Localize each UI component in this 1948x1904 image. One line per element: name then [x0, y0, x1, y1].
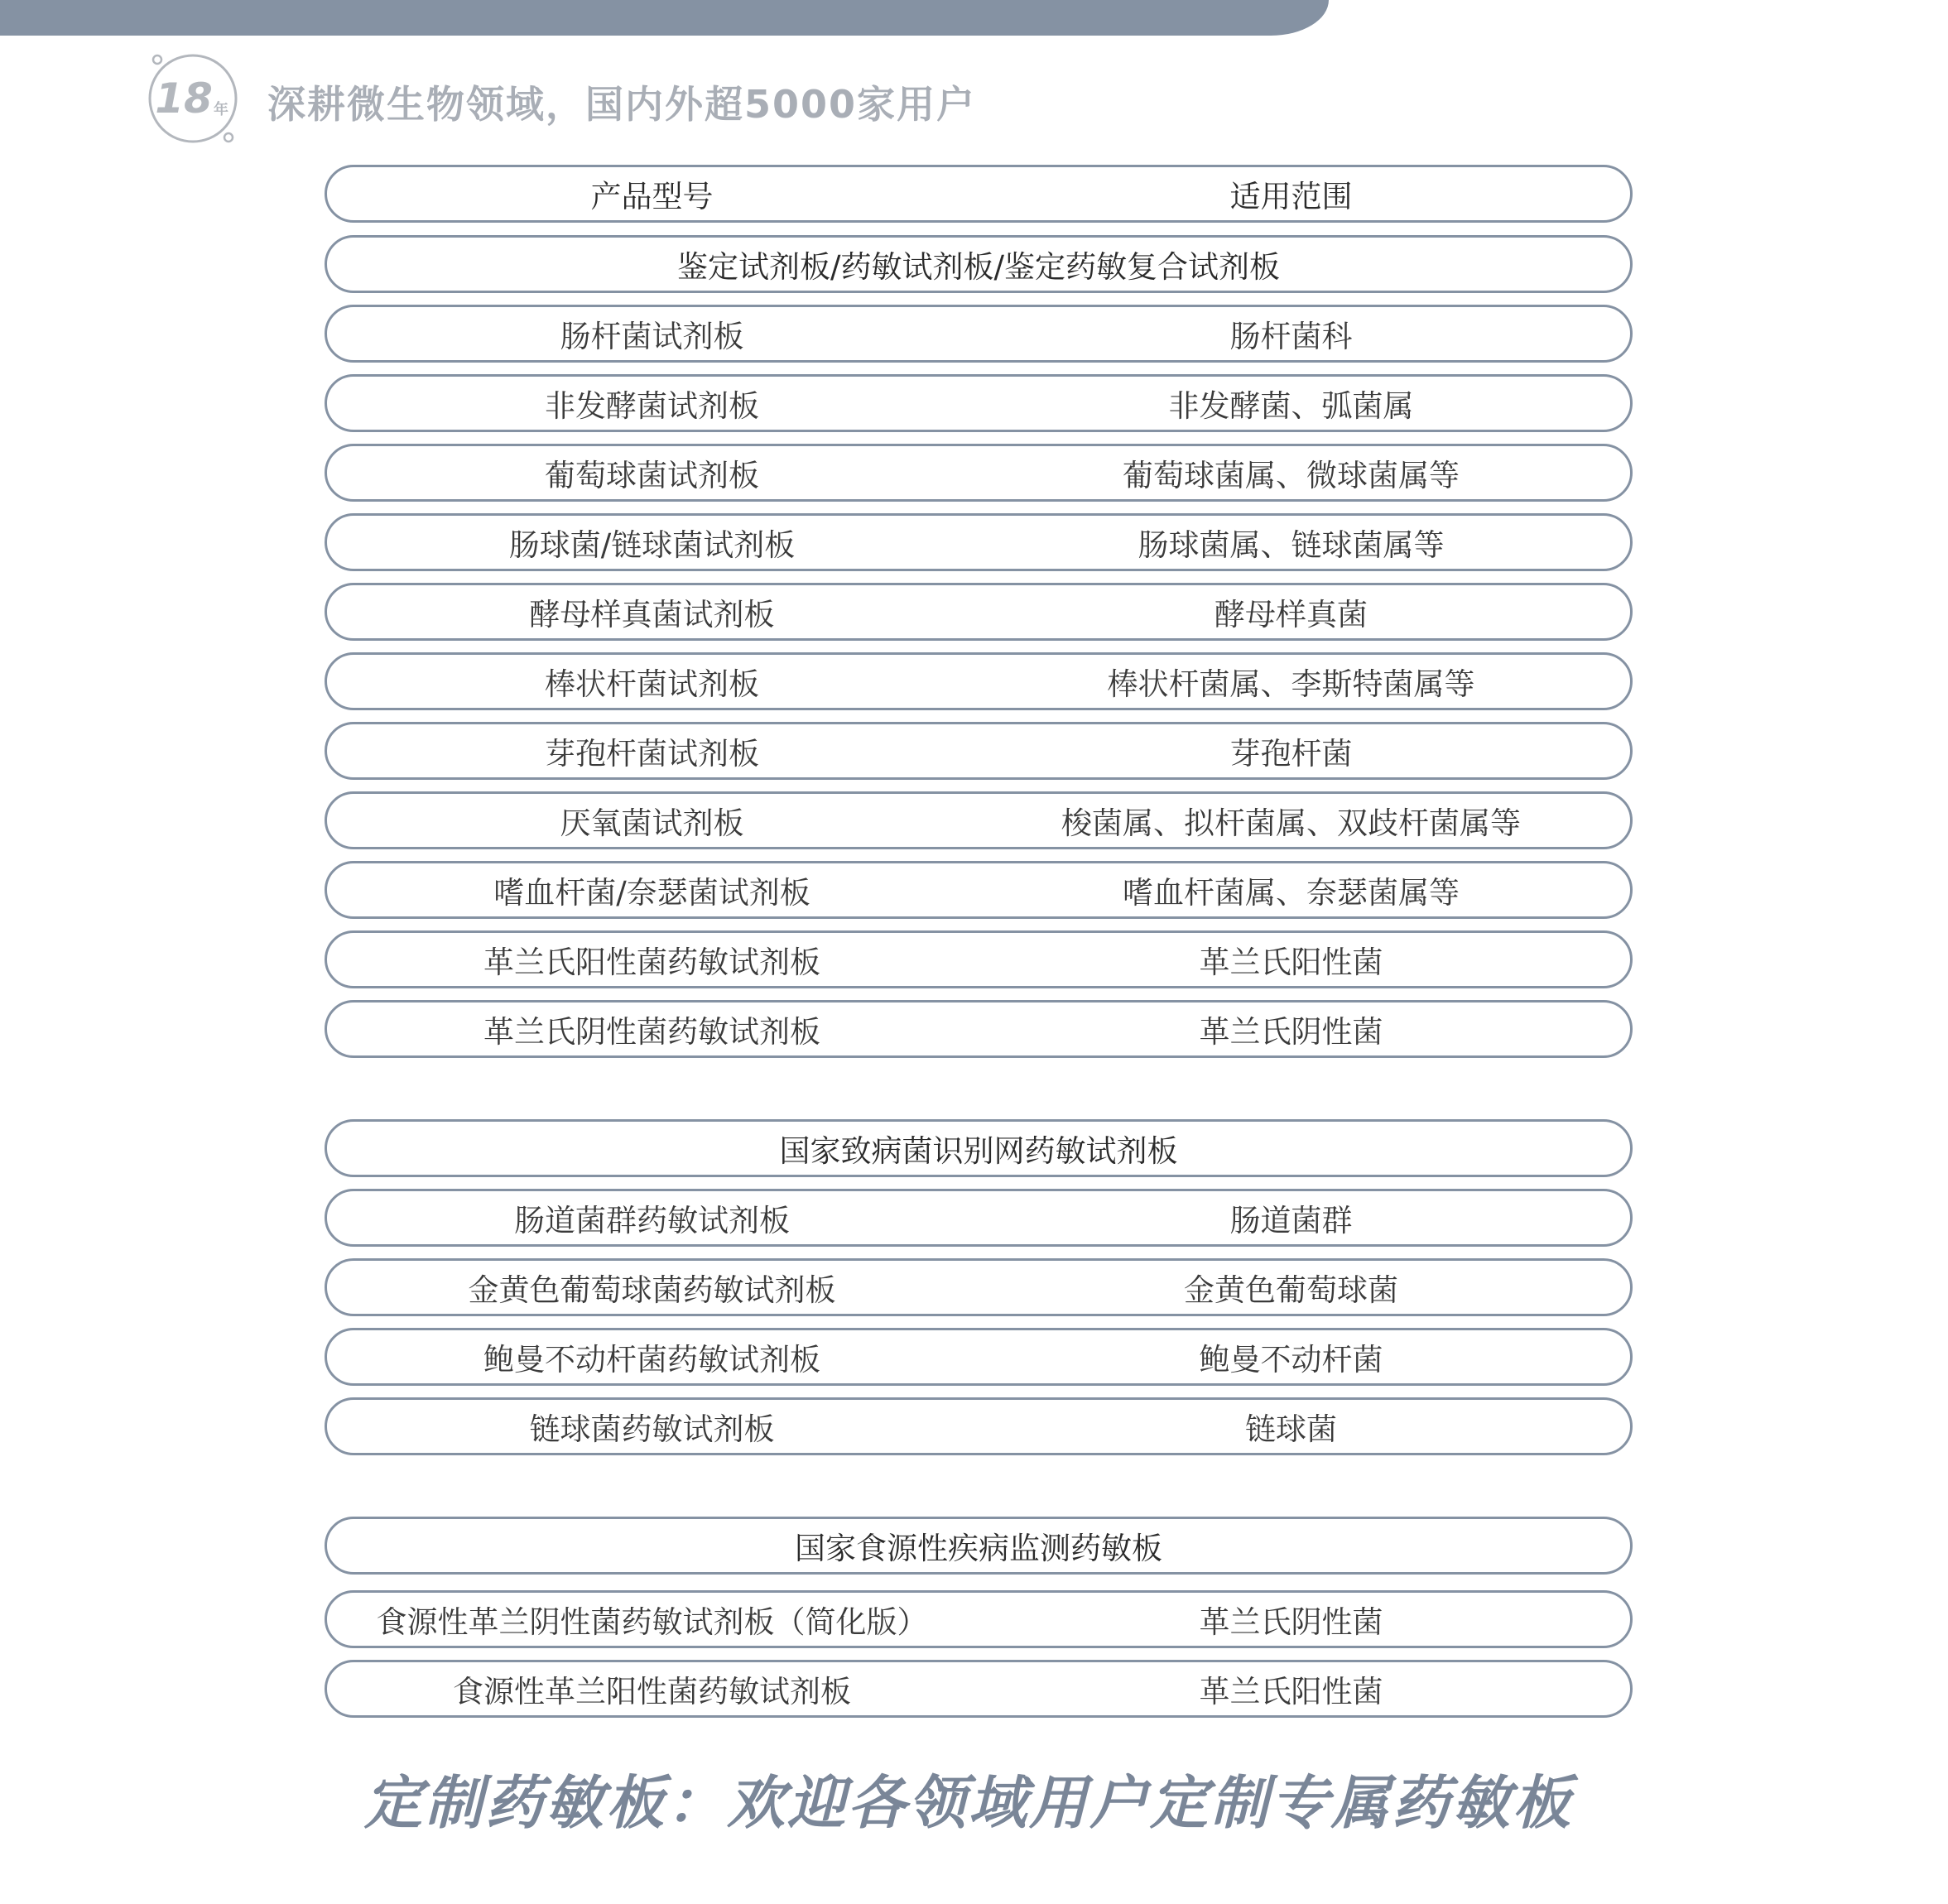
- product-name: 棒状杆菌试剂板: [545, 666, 759, 702]
- section-title-identification: 鉴定试剂板/药敏试剂板/鉴定药敏复合试剂板: [325, 235, 1633, 293]
- table-row: [325, 513, 1633, 571]
- table-row: [325, 1258, 1633, 1316]
- table-row: [325, 305, 1633, 363]
- table-row: [325, 1328, 1633, 1386]
- table-row: [325, 444, 1633, 502]
- table-row: [325, 1397, 1633, 1455]
- table-row: [325, 1189, 1633, 1247]
- section-title-pathogen-network: 国家致病菌识别网药敏试剂板: [325, 1119, 1633, 1177]
- applicable-scope: 革兰氏阳性菌: [1199, 1674, 1383, 1709]
- applicable-scope: 嗜血杆菌属、奈瑟菌属等: [1123, 875, 1460, 911]
- applicable-scope: 链球菌: [1245, 1411, 1337, 1447]
- product-name: 肠杆菌试剂板: [560, 319, 744, 354]
- company-tagline: 深耕微生物领域，国内外超5000家用户: [267, 82, 977, 127]
- applicable-scope: 革兰氏阴性菌: [1199, 1014, 1383, 1050]
- badge-number: 18: [155, 75, 213, 123]
- product-name: 链球菌药敏试剂板: [529, 1411, 775, 1447]
- table-header-row: [325, 165, 1633, 223]
- column-header-product: 产品型号: [590, 179, 714, 214]
- product-name: 革兰氏阳性菌药敏试剂板: [483, 945, 820, 980]
- applicable-scope: 肠球菌属、链球菌属等: [1138, 527, 1445, 563]
- product-name: 非发酵菌试剂板: [545, 388, 759, 424]
- applicable-scope: 酵母样真菌: [1214, 597, 1368, 632]
- table-row: [325, 374, 1633, 432]
- applicable-scope: 梭菌属、拟杆菌属、双歧杆菌属等: [1061, 805, 1521, 841]
- table-row: [325, 652, 1633, 710]
- applicable-scope: 棒状杆菌属、李斯特菌属等: [1107, 666, 1475, 702]
- applicable-scope: 鲍曼不动杆菌: [1199, 1342, 1383, 1378]
- top-banner-bar: [0, 0, 1329, 36]
- custom-plate-slogan: 定制药敏板：欢迎各领域用户定制专属药敏板: [364, 1769, 1573, 1837]
- section-title-foodborne-monitoring: 国家食源性疾病监测药敏板: [325, 1517, 1633, 1575]
- table-row: [325, 1000, 1633, 1058]
- badge-ring-icon: [142, 48, 243, 149]
- applicable-scope: 革兰氏阳性菌: [1199, 945, 1383, 980]
- applicable-scope: 肠杆菌科: [1229, 319, 1353, 354]
- table-row: [325, 583, 1633, 641]
- product-name: 食源性革兰阳性菌药敏试剂板: [453, 1674, 851, 1709]
- product-name: 食源性革兰阴性菌药敏试剂板（简化版）: [376, 1604, 928, 1640]
- applicable-scope: 葡萄球菌属、微球菌属等: [1123, 458, 1460, 493]
- applicable-scope: 非发酵菌、弧菌属: [1168, 388, 1414, 424]
- product-name: 肠球菌/链球菌试剂板: [508, 527, 796, 563]
- applicable-scope: 金黄色葡萄球菌: [1184, 1272, 1398, 1308]
- applicable-scope: 革兰氏阴性菌: [1199, 1604, 1383, 1640]
- badge-unit: 年: [214, 101, 228, 118]
- product-name: 肠道菌群药敏试剂板: [514, 1203, 790, 1238]
- product-name: 鲍曼不动杆菌药敏试剂板: [483, 1342, 820, 1378]
- table-row: [325, 1590, 1633, 1648]
- table-row: [325, 930, 1633, 988]
- product-name: 葡萄球菌试剂板: [545, 458, 759, 493]
- table-row: [325, 791, 1633, 849]
- table-row: [325, 1660, 1633, 1718]
- product-name: 革兰氏阴性菌药敏试剂板: [483, 1014, 820, 1050]
- table-row: [325, 722, 1633, 780]
- applicable-scope: 肠道菌群: [1229, 1203, 1353, 1238]
- applicable-scope: 芽孢杆菌: [1229, 736, 1353, 772]
- product-name: 嗜血杆菌/奈瑟菌试剂板: [493, 875, 810, 911]
- product-name: 芽孢杆菌试剂板: [545, 736, 759, 772]
- anniversary-badge: [142, 48, 243, 149]
- product-name: 厌氧菌试剂板: [560, 805, 744, 841]
- product-name: 金黄色葡萄球菌药敏试剂板: [468, 1272, 836, 1308]
- product-name: 酵母样真菌试剂板: [529, 597, 775, 632]
- table-row: [325, 861, 1633, 919]
- column-header-scope: 适用范围: [1229, 179, 1353, 214]
